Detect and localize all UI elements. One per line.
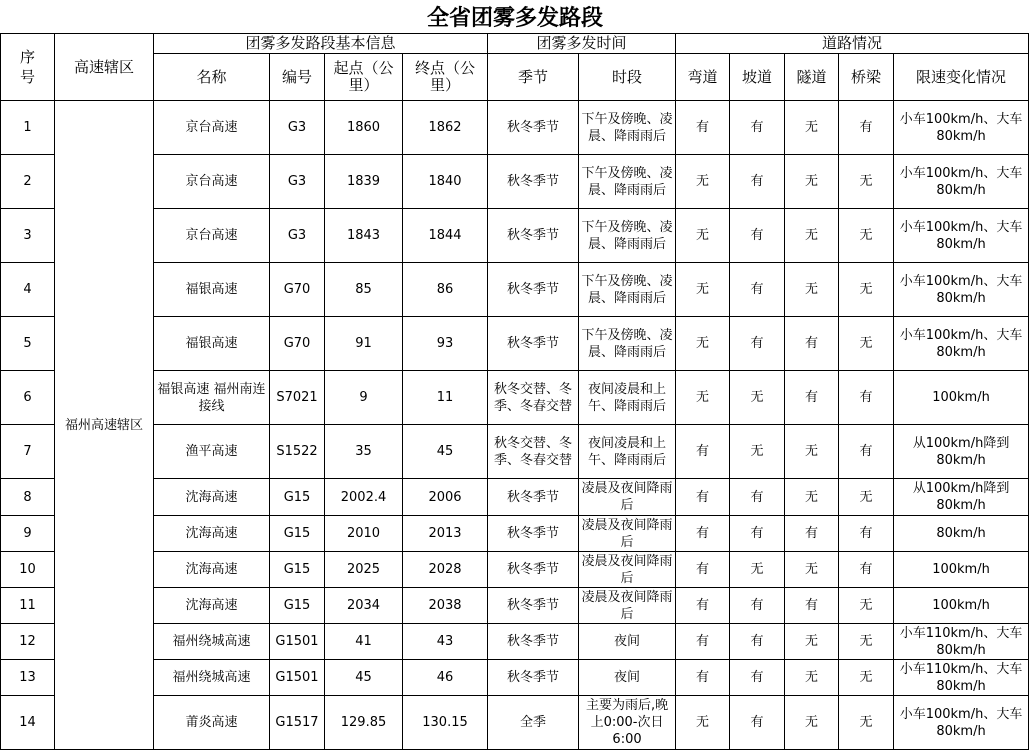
cell-tunnel: 无 [785,263,839,317]
cell-end: 1844 [403,209,488,263]
cell-season: 全季 [488,696,579,750]
cell-bridge: 有 [839,425,894,479]
cell-seq: 13 [1,660,55,696]
cell-season: 秋冬季节 [488,552,579,588]
cell-period: 下午及傍晚、凌晨、降雨雨后 [579,317,676,371]
cell-tunnel: 有 [785,588,839,624]
cell-period: 夜间 [579,660,676,696]
cell-period: 夜间凌晨和上午、降雨雨后 [579,425,676,479]
cell-period: 夜间 [579,624,676,660]
cell-season: 秋冬季节 [488,516,579,552]
cell-name: 福银高速 福州南连接线 [154,371,270,425]
cell-end: 2013 [403,516,488,552]
cell-speed: 100km/h [894,588,1029,624]
cell-seq: 10 [1,552,55,588]
cell-season: 秋冬季节 [488,263,579,317]
header-season: 季节 [488,54,579,101]
cell-curve: 有 [676,516,730,552]
cell-tunnel: 无 [785,660,839,696]
cell-tunnel: 无 [785,624,839,660]
cell-bridge: 无 [839,263,894,317]
cell-curve: 有 [676,552,730,588]
cell-name: 福州绕城高速 [154,660,270,696]
cell-seq: 7 [1,425,55,479]
table-row [1,516,1029,552]
cell-tunnel: 无 [785,155,839,209]
cell-name: 京台高速 [154,155,270,209]
cell-slope: 有 [730,660,785,696]
cell-slope: 有 [730,317,785,371]
cell-season: 秋冬季节 [488,155,579,209]
header-group-time: 团雾多发时间 [488,34,676,54]
cell-district: 福州高速辖区 [55,101,154,750]
cell-curve: 有 [676,588,730,624]
cell-speed: 小车100km/h、大车80km/h [894,101,1029,155]
cell-speed: 从100km/h降到80km/h [894,425,1029,479]
table-row [1,263,1029,317]
cell-name: 沈海高速 [154,552,270,588]
cell-curve: 有 [676,479,730,516]
cell-season: 秋冬季节 [488,317,579,371]
cell-curve: 有 [676,101,730,155]
cell-code: G3 [270,101,325,155]
cell-speed: 小车110km/h、大车80km/h [894,660,1029,696]
cell-code: G70 [270,263,325,317]
header-start: 起点（公里） [325,54,403,101]
cell-slope: 无 [730,425,785,479]
cell-code: G3 [270,209,325,263]
cell-seq: 1 [1,101,55,155]
cell-end: 43 [403,624,488,660]
cell-bridge: 无 [839,479,894,516]
cell-code: G15 [270,516,325,552]
cell-name: 京台高速 [154,209,270,263]
header-speed: 限速变化情况 [894,54,1029,101]
cell-seq: 2 [1,155,55,209]
cell-code: S1522 [270,425,325,479]
cell-name: 福州绕城高速 [154,624,270,660]
cell-start: 1860 [325,101,403,155]
cell-name: 莆炎高速 [154,696,270,750]
cell-start: 2034 [325,588,403,624]
cell-code: G1501 [270,624,325,660]
header-code: 编号 [270,54,325,101]
cell-code: G1517 [270,696,325,750]
cell-seq: 12 [1,624,55,660]
cell-name: 京台高速 [154,101,270,155]
cell-name: 沈海高速 [154,588,270,624]
cell-period: 主要为雨后,晚上0:00-次日6:00 [579,696,676,750]
cell-speed: 小车100km/h、大车80km/h [894,263,1029,317]
table-row [1,660,1029,696]
cell-season: 秋冬季节 [488,209,579,263]
cell-curve: 无 [676,317,730,371]
cell-period: 凌晨及夜间降雨后 [579,516,676,552]
cell-code: G1501 [270,660,325,696]
cell-bridge: 有 [839,516,894,552]
cell-end: 2028 [403,552,488,588]
cell-slope: 有 [730,696,785,750]
cell-period: 下午及傍晚、凌晨、降雨雨后 [579,155,676,209]
header-bridge: 桥梁 [839,54,894,101]
header-curve: 弯道 [676,54,730,101]
cell-season: 秋冬季节 [488,624,579,660]
cell-end: 93 [403,317,488,371]
cell-bridge: 无 [839,317,894,371]
header-tunnel: 隧道 [785,54,839,101]
cell-slope: 无 [730,552,785,588]
cell-end: 1862 [403,101,488,155]
header-end: 终点（公里） [403,54,488,101]
cell-tunnel: 有 [785,371,839,425]
cell-seq: 5 [1,317,55,371]
cell-seq: 6 [1,371,55,425]
table-body [1,101,1029,750]
cell-period: 凌晨及夜间降雨后 [579,552,676,588]
header-period: 时段 [579,54,676,101]
table-row [1,479,1029,516]
cell-bridge: 无 [839,624,894,660]
cell-start: 2010 [325,516,403,552]
cell-speed: 小车100km/h、大车80km/h [894,317,1029,371]
header-district: 高速辖区 [55,34,154,101]
cell-tunnel: 有 [785,317,839,371]
cell-tunnel: 无 [785,425,839,479]
cell-start: 2002.4 [325,479,403,516]
cell-curve: 无 [676,263,730,317]
cell-end: 2006 [403,479,488,516]
cell-start: 85 [325,263,403,317]
table-row [1,425,1029,479]
header-name: 名称 [154,54,270,101]
cell-season: 秋冬季节 [488,588,579,624]
cell-start: 45 [325,660,403,696]
header-row-group [1,34,1029,54]
cell-period: 下午及傍晚、凌晨、降雨雨后 [579,101,676,155]
table-row [1,317,1029,371]
cell-tunnel: 无 [785,101,839,155]
cell-curve: 有 [676,624,730,660]
cell-bridge: 无 [839,155,894,209]
cell-slope: 有 [730,588,785,624]
cell-start: 41 [325,624,403,660]
cell-code: S7021 [270,371,325,425]
cell-bridge: 无 [839,696,894,750]
cell-slope: 有 [730,155,785,209]
cell-bridge: 有 [839,552,894,588]
cell-tunnel: 无 [785,209,839,263]
cell-season: 秋冬季节 [488,660,579,696]
cell-end: 86 [403,263,488,317]
cell-curve: 无 [676,696,730,750]
cell-code: G15 [270,479,325,516]
cell-tunnel: 无 [785,552,839,588]
cell-end: 1840 [403,155,488,209]
cell-slope: 有 [730,263,785,317]
cell-season: 秋冬交替、冬季、冬春交替 [488,425,579,479]
cell-name: 福银高速 [154,317,270,371]
cell-slope: 有 [730,101,785,155]
fog-sections-table [0,33,1029,750]
cell-name: 沈海高速 [154,516,270,552]
table-row [1,155,1029,209]
table-row [1,624,1029,660]
cell-seq: 14 [1,696,55,750]
cell-period: 凌晨及夜间降雨后 [579,479,676,516]
cell-start: 35 [325,425,403,479]
cell-speed: 100km/h [894,552,1029,588]
cell-season: 秋冬交替、冬季、冬春交替 [488,371,579,425]
cell-end: 11 [403,371,488,425]
cell-bridge: 无 [839,588,894,624]
cell-start: 2025 [325,552,403,588]
cell-start: 129.85 [325,696,403,750]
cell-curve: 无 [676,155,730,209]
table-row [1,552,1029,588]
cell-speed: 从100km/h降到80km/h [894,479,1029,516]
cell-curve: 无 [676,371,730,425]
table-row [1,101,1029,155]
header-seq: 序号 [1,34,55,101]
cell-end: 130.15 [403,696,488,750]
header-slope: 坡道 [730,54,785,101]
cell-end: 45 [403,425,488,479]
cell-seq: 11 [1,588,55,624]
cell-slope: 无 [730,371,785,425]
cell-name: 沈海高速 [154,479,270,516]
cell-name: 福银高速 [154,263,270,317]
cell-bridge: 有 [839,371,894,425]
cell-bridge: 有 [839,101,894,155]
cell-code: G70 [270,317,325,371]
cell-season: 秋冬季节 [488,101,579,155]
cell-curve: 有 [676,660,730,696]
cell-start: 91 [325,317,403,371]
cell-speed: 小车100km/h、大车80km/h [894,155,1029,209]
cell-start: 1839 [325,155,403,209]
table-row [1,696,1029,750]
cell-seq: 3 [1,209,55,263]
cell-bridge: 无 [839,660,894,696]
cell-tunnel: 无 [785,696,839,750]
cell-end: 2038 [403,588,488,624]
cell-tunnel: 有 [785,516,839,552]
header-row-columns [1,54,1029,101]
table-row [1,209,1029,263]
cell-curve: 有 [676,425,730,479]
cell-start: 9 [325,371,403,425]
table-row [1,588,1029,624]
cell-period: 凌晨及夜间降雨后 [579,588,676,624]
cell-code: G15 [270,552,325,588]
header-group-basic: 团雾多发路段基本信息 [154,34,488,54]
cell-slope: 有 [730,209,785,263]
cell-slope: 有 [730,516,785,552]
cell-code: G15 [270,588,325,624]
cell-speed: 80km/h [894,516,1029,552]
cell-tunnel: 无 [785,479,839,516]
cell-speed: 小车100km/h、大车80km/h [894,209,1029,263]
cell-curve: 无 [676,209,730,263]
header-group-road: 道路情况 [676,34,1029,54]
cell-slope: 有 [730,624,785,660]
cell-period: 下午及傍晚、凌晨、降雨雨后 [579,263,676,317]
cell-code: G3 [270,155,325,209]
cell-seq: 9 [1,516,55,552]
cell-bridge: 无 [839,209,894,263]
cell-period: 夜间凌晨和上午、降雨雨后 [579,371,676,425]
cell-season: 秋冬季节 [488,479,579,516]
cell-period: 下午及傍晚、凌晨、降雨雨后 [579,209,676,263]
sheet-title: 全省团雾多发路段 [426,6,603,31]
table-row [1,371,1029,425]
cell-speed: 100km/h [894,371,1029,425]
cell-slope: 有 [730,479,785,516]
cell-speed: 小车110km/h、大车80km/h [894,624,1029,660]
cell-seq: 4 [1,263,55,317]
cell-end: 46 [403,660,488,696]
cell-speed: 小车100km/h、大车80km/h [894,696,1029,750]
cell-seq: 8 [1,479,55,516]
cell-name: 渔平高速 [154,425,270,479]
cell-start: 1843 [325,209,403,263]
